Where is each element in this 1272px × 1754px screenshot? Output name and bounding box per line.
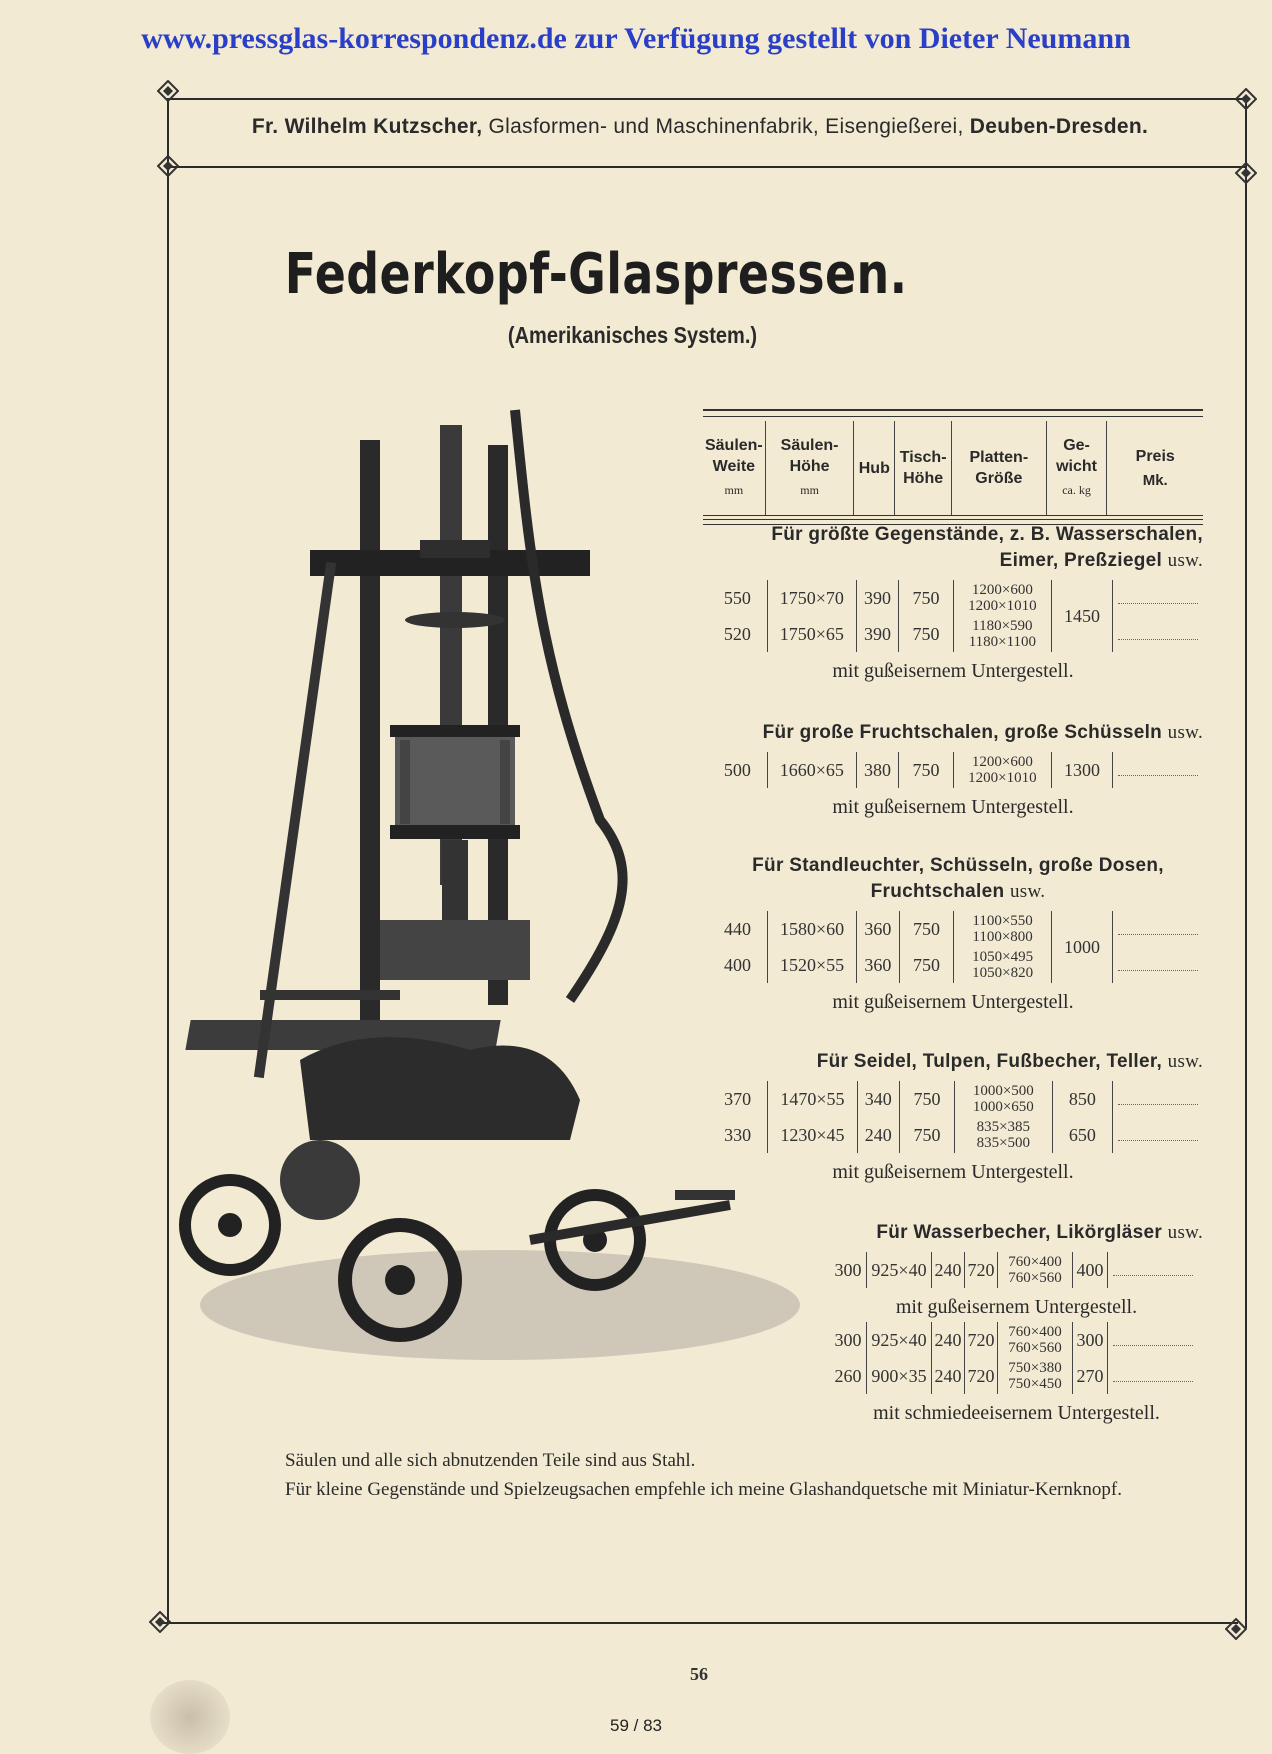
- company-header: [170, 115, 1230, 139]
- col-header-platten-groesse: Platten- Größe: [952, 421, 1047, 515]
- table-row: 370 1470×55 340 750 1000×500 1000×650 850: [708, 1081, 1203, 1117]
- col-header-saeulen-weite: Säulen- Weite mm: [703, 421, 766, 515]
- table-header-row: [703, 421, 1203, 516]
- diamond-ornament-icon: [1225, 1618, 1247, 1640]
- section-table: [830, 1322, 1198, 1394]
- section-note: mit gußeisernem Untergestell.: [832, 991, 1074, 1013]
- table-row: 330 1230×45 240 750 835×385 835×500 650: [708, 1117, 1203, 1153]
- footer-line-recommendation: Für kleine Gegenstände und Spielzeugsachen empfehle ich meine Glashandquetsche mit Miniatur-Kernknopf.: [285, 1479, 1122, 1500]
- spec-table-header: [703, 409, 1203, 525]
- col-header-tisch-hoehe: Tisch- Höhe: [895, 421, 952, 515]
- table-row: 500 1660×65 380 750 1200×600 1200×1010 1300: [708, 752, 1203, 788]
- col-header-saeulen-hoehe: Säulen- Höhe mm: [766, 421, 855, 515]
- table-row: 440 1580×60 360 750 1100×550 1100×800 1000: [708, 911, 1203, 947]
- section-title: Für Seidel, Tulpen, Fußbecher, Teller,: [816, 1051, 1163, 1072]
- page-title: Federkopf-Glaspressen.: [284, 242, 908, 307]
- section-wasserbecher: Für Wasserbecher, Likörgläser usw. 300 925×40 240 720 760×400 760×560 400 mit gußeisernem Untergestell.: [830, 1220, 1203, 1319]
- section-note: mit gußeisernem Untergestell.: [832, 660, 1074, 682]
- diamond-ornament-icon: [149, 1611, 171, 1633]
- col-header-preis: Preis Mk.: [1135, 447, 1175, 489]
- footer-notes: [230, 1446, 1200, 1504]
- section-note: mit gußeisernem Untergestell.: [895, 1296, 1138, 1318]
- table-row: 300 925×40 240 720 760×400 760×560 400: [830, 1252, 1198, 1288]
- footer-line-steel: Säulen und alle sich abnutzenden Teile sind aus Stahl.: [285, 1450, 696, 1471]
- diamond-ornament-icon: [157, 80, 179, 102]
- page-subtitle: (Amerikanisches System.): [507, 322, 758, 348]
- table-row: 300 925×40 240 720 760×400 760×560 300: [830, 1322, 1198, 1358]
- frame-header-rule: [168, 166, 1246, 168]
- frame-top-rule: [168, 98, 1246, 100]
- company-location: Deuben-Dresden.: [969, 115, 1149, 138]
- table-row: 260 900×35 240 720 750×380 750×450 270: [830, 1358, 1198, 1394]
- diamond-ornament-icon: [1235, 162, 1257, 184]
- table-row: 400 1520×55 360 750 1050×495 1050×820: [708, 947, 1203, 983]
- section-schmiedeeisern: [830, 1322, 1203, 1425]
- section-table: [708, 911, 1203, 983]
- section-table: [708, 1081, 1203, 1153]
- section-note: mit gußeisernem Untergestell.: [832, 1161, 1074, 1183]
- frame-bottom-rule: [160, 1622, 1238, 1624]
- col-header-gewicht: Ge- wicht ca. kg: [1047, 421, 1108, 515]
- table-row: 550 1750×70 390 750 1200×600 1200×1010 1450: [708, 580, 1203, 616]
- source-banner[interactable]: www.pressglas-korrespondenz.de zur Verfügung gestellt von Dieter Neumann: [141, 22, 1131, 55]
- section-groesste-gegenstaende: Für größte Gegenstände, z. B. Wasserschalen, Eimer, Preßziegel usw. 550 1750×70 390 750 1200×600 1200×1010 1450 520 1750×65 390 750 1180×590 1180×1100 mit gußeisernem Untergestell.: [703, 522, 1203, 683]
- section-note: mit schmiedeeisernem Untergestell.: [873, 1402, 1160, 1424]
- company-name: Fr. Wilhelm Kutzscher,: [251, 115, 483, 138]
- section-title: Für größte Gegenstände, z. B. Wasserschalen, Eimer, Preßziegel: [771, 524, 1203, 571]
- diamond-ornament-icon: [157, 155, 179, 177]
- diamond-ornament-icon: [1235, 88, 1257, 110]
- table-row: 520 1750×65 390 750 1180×590 1180×1100: [708, 616, 1203, 652]
- section-table: [830, 1252, 1198, 1288]
- section-title: Für Standleuchter, Schüsseln, große Dosen, Fruchtschalen: [752, 855, 1164, 902]
- page-number: 56: [690, 1664, 708, 1684]
- section-note: mit gußeisernem Untergestell.: [832, 796, 1074, 818]
- section-seidel-tulpen: Für Seidel, Tulpen, Fußbecher, Teller, usw. 370 1470×55 340 750 1000×500 1000×650 850 330 1230×45 240 750 835×385 835×500 650 mit gußeisernem Untergestell.: [703, 1049, 1203, 1184]
- section-standleuchter: Für Standleuchter, Schüsseln, große Dosen, Fruchtschalen usw. 440 1580×60 360 750 1100×550 1100×800 1000 400 1520×55 360 750 1050×495 1050×820 mit gußeisernem Untergestell.: [703, 853, 1203, 1014]
- col-header-hub: Hub: [854, 421, 895, 515]
- section-table: [708, 580, 1203, 652]
- section-table: [708, 752, 1203, 788]
- company-business: Glasformen- und Maschinenfabrik, Eisengießerei,: [488, 115, 964, 138]
- pager-indicator: 59 / 83: [610, 1716, 662, 1735]
- section-title: Für Wasserbecher, Likörgläser: [876, 1222, 1163, 1243]
- section-title: Für große Fruchtschalen, große Schüsseln: [762, 722, 1163, 743]
- section-grosse-fruchtschalen: Für große Fruchtschalen, große Schüsseln usw. 500 1660×65 380 750 1200×600 1200×1010 1300 mit gußeisernem Untergestell.: [703, 720, 1203, 819]
